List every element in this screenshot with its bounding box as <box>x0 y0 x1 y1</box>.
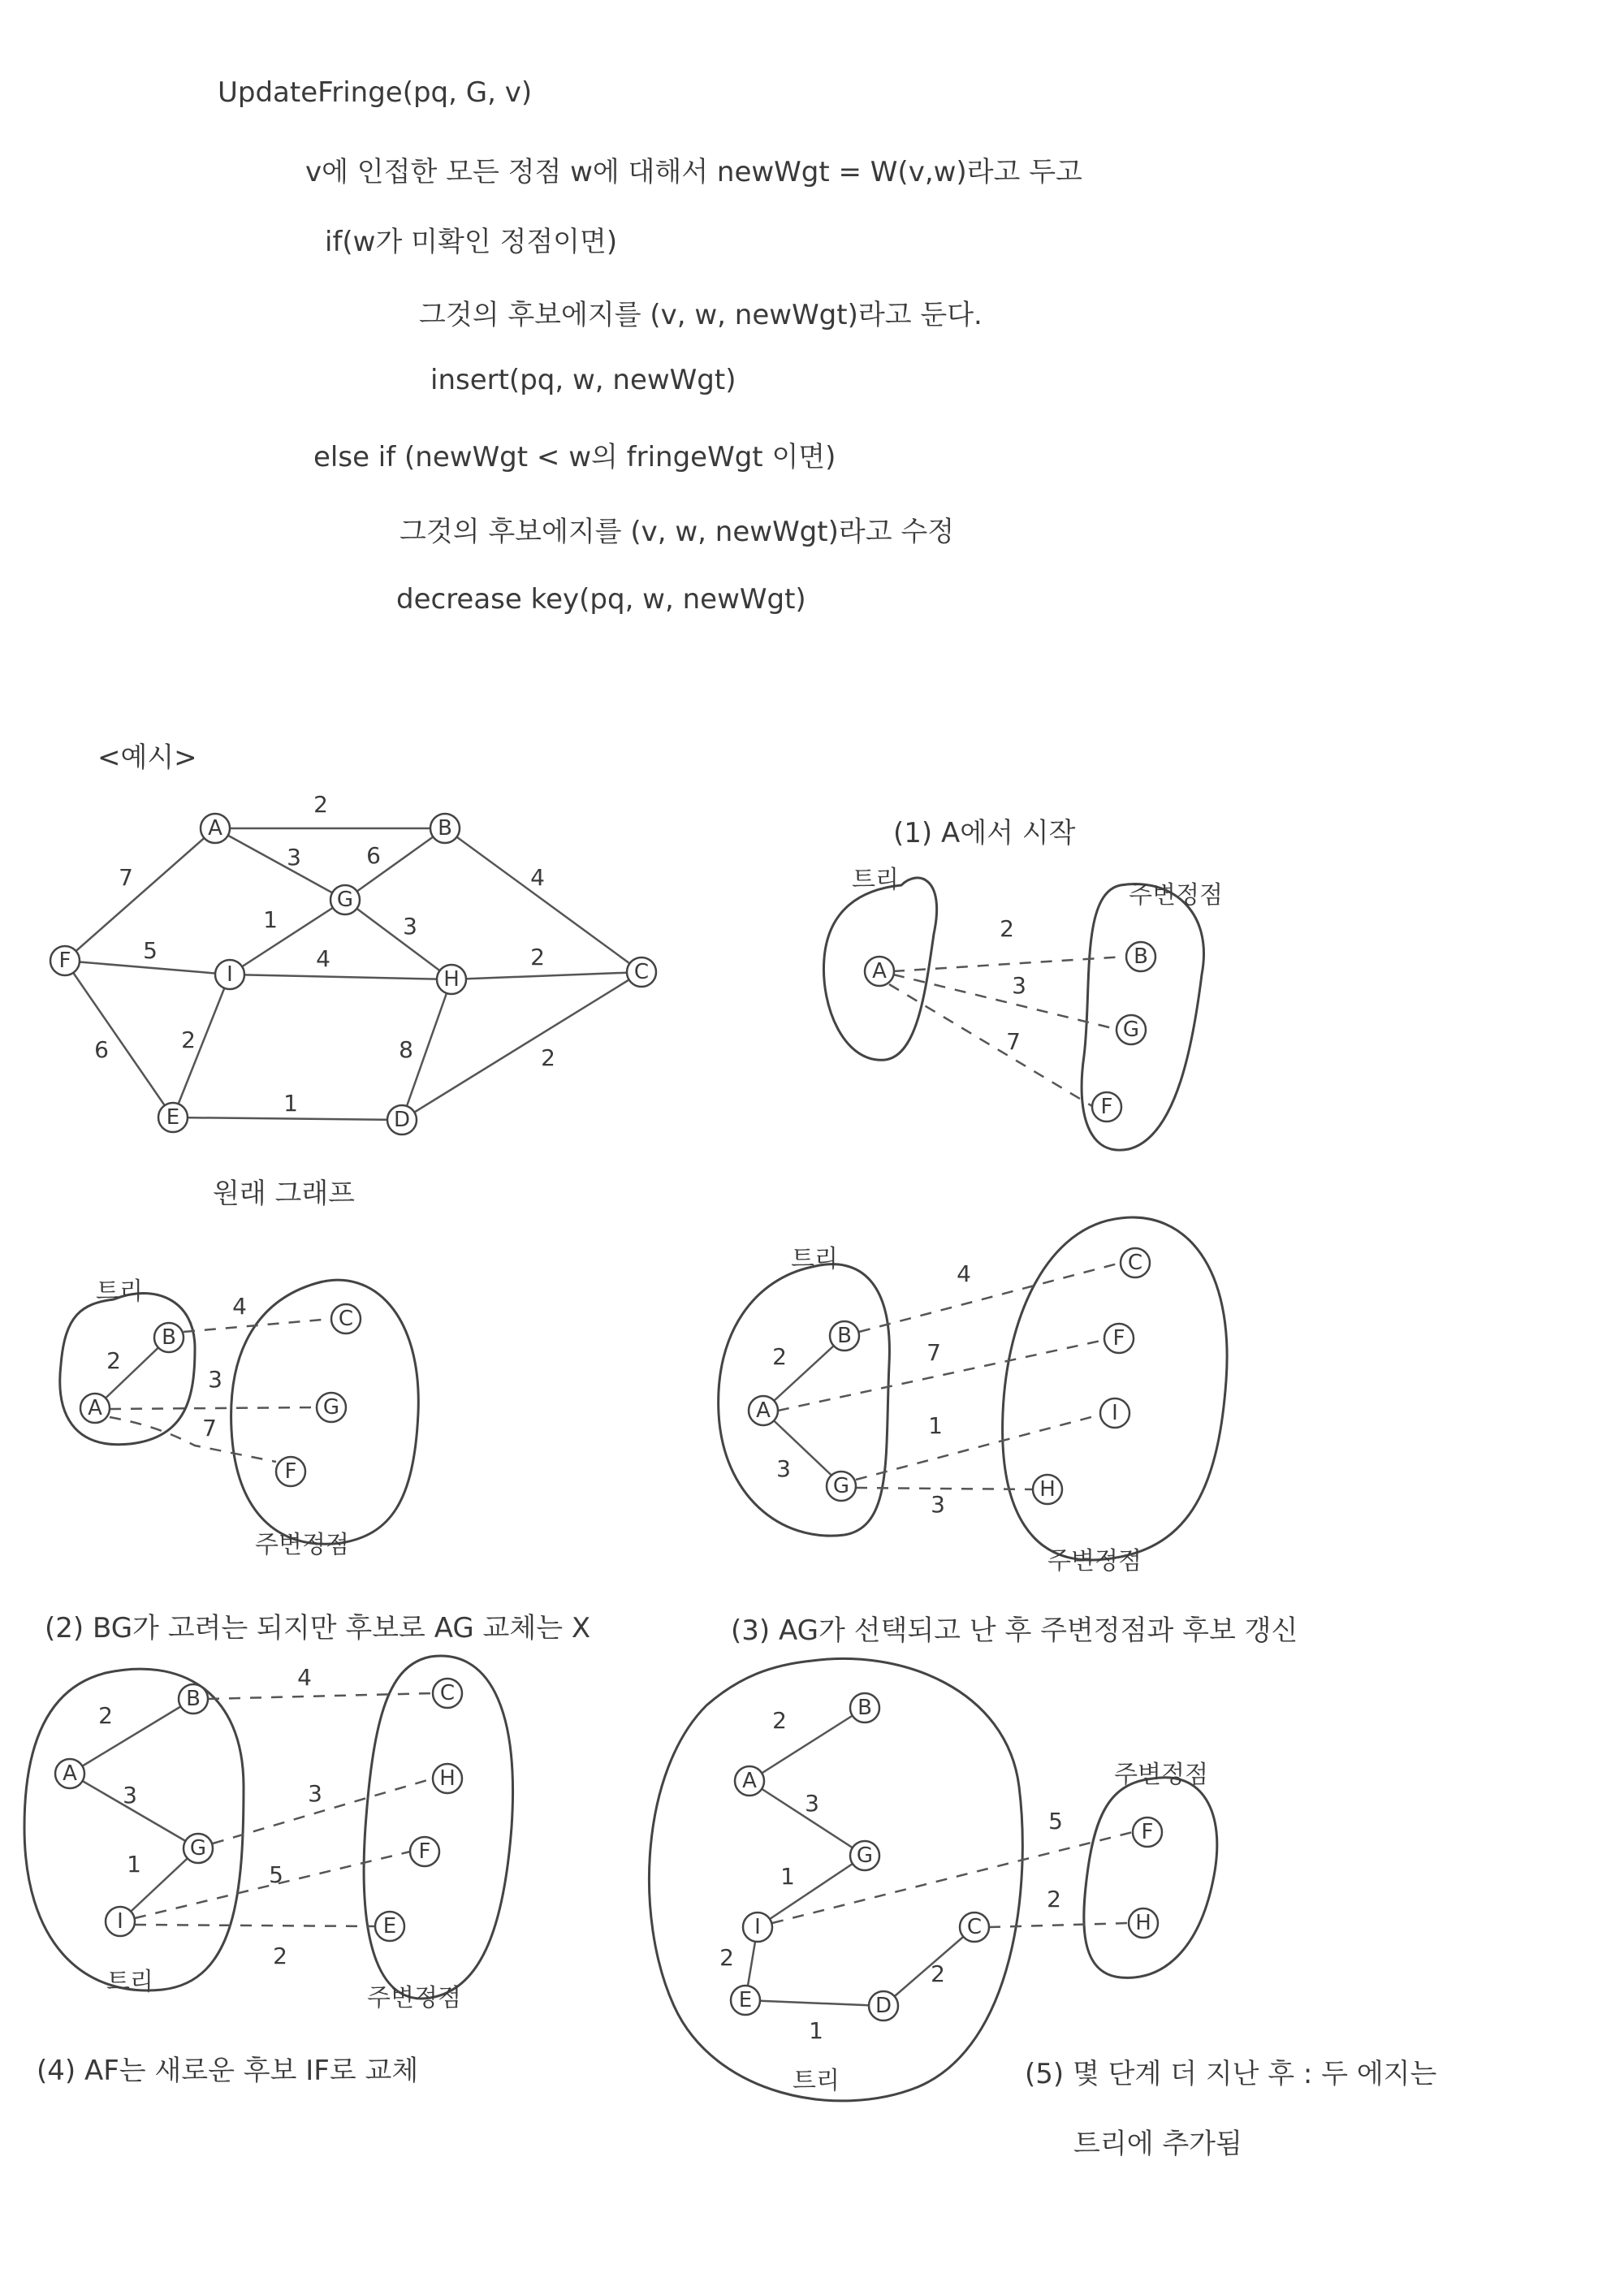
step3-weight-g-h: 3 <box>931 1491 945 1518</box>
weight-f-e: 6 <box>94 1036 109 1063</box>
original-graph <box>50 791 656 1135</box>
svg-text:F: F <box>1100 1095 1113 1119</box>
step3-weight-a-b: 2 <box>772 1343 787 1370</box>
step2-edge-a-g <box>110 1407 317 1409</box>
step5-node-e <box>731 1986 760 2015</box>
weight-g-i: 1 <box>263 906 278 933</box>
svg-text:C: C <box>1127 1251 1143 1275</box>
step2-node-g <box>317 1393 346 1422</box>
svg-text:D: D <box>875 1994 892 2018</box>
step5-edge-d-c <box>883 1927 974 2006</box>
step3-node-a <box>749 1396 778 1425</box>
step1-diagram <box>823 866 1223 1150</box>
weight-a-b: 2 <box>313 791 328 818</box>
step5-node-f <box>1133 1817 1162 1847</box>
step3-node-c <box>1121 1248 1150 1277</box>
edge-e-d <box>173 1117 402 1120</box>
step1-fringe-label: 주변정점 <box>1129 881 1223 910</box>
step5-weight-a-b: 2 <box>772 1707 787 1734</box>
svg-text:I: I <box>1112 1401 1118 1425</box>
step4-edge-a-b <box>70 1699 193 1774</box>
step4-weight-g-i: 1 <box>127 1851 141 1878</box>
step1-node-f <box>1092 1092 1121 1122</box>
weight-i-e: 2 <box>181 1026 196 1053</box>
step4-caption: (4) AF는 새로운 후보 IF로 교체 <box>37 2055 419 2087</box>
original-graph-caption: 원래 그래프 <box>213 1178 356 1210</box>
svg-text:C: C <box>966 1915 983 1939</box>
node-a <box>201 814 230 843</box>
svg-text:I: I <box>117 1909 123 1934</box>
step5-weight-i-e: 2 <box>719 1944 734 1971</box>
weight-a-f: 7 <box>119 864 133 891</box>
svg-text:H: H <box>1135 1911 1151 1935</box>
svg-text:B: B <box>857 1696 872 1720</box>
edge-a-g <box>215 828 345 900</box>
step5-weight-a-g: 3 <box>805 1790 819 1817</box>
edge-c-d <box>402 972 641 1120</box>
edge-f-e <box>65 961 173 1117</box>
step5-weight-e-d: 1 <box>809 2017 823 2044</box>
step3-weight-a-f: 7 <box>926 1339 941 1366</box>
svg-text:B: B <box>837 1324 852 1348</box>
svg-text:G: G <box>189 1836 207 1861</box>
svg-text:B: B <box>1134 944 1148 969</box>
step4-weight-g-h: 3 <box>308 1780 322 1807</box>
step4-edge-i-e <box>135 1925 375 1926</box>
step2-node-b <box>154 1323 184 1352</box>
svg-text:A: A <box>208 816 222 841</box>
step3-weight-g-i: 1 <box>928 1412 943 1439</box>
svg-text:C: C <box>439 1681 456 1705</box>
step4-node-a <box>55 1759 84 1788</box>
step4-tree-region <box>24 1669 244 1990</box>
step4-weight-i-e: 2 <box>273 1943 287 1969</box>
step2-node-a <box>80 1394 110 1423</box>
step3-node-g <box>827 1472 856 1501</box>
step1-node-b <box>1126 942 1155 971</box>
step1-node-g <box>1116 1015 1146 1044</box>
step5-node-g <box>850 1841 879 1870</box>
svg-text:G: G <box>832 1474 850 1498</box>
step1-edge-a-f <box>889 984 1092 1106</box>
step5-tree-label: 트리 <box>793 2067 840 2095</box>
edge-a-f <box>65 828 215 961</box>
step1-tree-label: 트리 <box>852 866 899 894</box>
step4-node-h <box>433 1764 462 1793</box>
weight-c-d: 2 <box>541 1044 555 1071</box>
step4-fringe-region <box>364 1656 512 1999</box>
step2-weight-a-g: 3 <box>208 1366 222 1393</box>
step3-edge-a-g <box>763 1411 841 1485</box>
step4-node-c <box>433 1679 462 1708</box>
edge-g-h <box>345 900 451 979</box>
step4-diagram <box>24 1656 513 2012</box>
step5-edge-g-i <box>758 1856 865 1927</box>
node-e <box>158 1103 188 1132</box>
step2-weight-b-c: 4 <box>232 1293 247 1320</box>
pseudo-line-4: 그것의 후보에지를 (v, w, newWgt)라고 둔다. <box>419 299 983 331</box>
step5-edge-a-b <box>749 1708 865 1781</box>
pseudo-line-3: if(w가 미확인 정점이면) <box>325 226 618 258</box>
pseudo-line-5: insert(pq, w, newWgt) <box>430 364 736 396</box>
node-f <box>50 946 80 975</box>
step5-node-h <box>1129 1908 1158 1938</box>
svg-text:A: A <box>756 1398 771 1423</box>
step2-tree-region <box>60 1294 195 1445</box>
step2-caption: (2) BG가 고려는 되지만 후보로 AG 교체는 X <box>45 1612 591 1645</box>
step4-fringe-label: 주변정점 <box>367 1984 461 2012</box>
step2-tree-label: 트리 <box>96 1277 143 1306</box>
svg-text:G: G <box>1122 1018 1140 1042</box>
example-label: <예시> <box>97 741 197 774</box>
step3-node-h <box>1033 1475 1062 1504</box>
svg-text:A: A <box>63 1761 77 1786</box>
step5-weight-i-f: 5 <box>1048 1808 1063 1835</box>
step3-fringe-region <box>1003 1217 1228 1560</box>
step2-weight-a-f: 7 <box>202 1415 217 1441</box>
step4-node-b <box>179 1684 208 1714</box>
step3-weight-b-c: 4 <box>957 1260 971 1287</box>
step3-diagram <box>719 1217 1227 1575</box>
weight-h-c: 2 <box>530 944 545 970</box>
step5-edge-i-f <box>772 1832 1133 1923</box>
svg-text:E: E <box>738 1988 753 2012</box>
step2-node-c <box>331 1304 361 1333</box>
weight-h-d: 8 <box>399 1036 413 1063</box>
weight-f-i: 5 <box>143 937 158 964</box>
step5-diagram <box>649 1658 1216 2101</box>
step4-node-e <box>375 1912 404 1941</box>
svg-text:F: F <box>1112 1326 1125 1351</box>
edge-b-g <box>345 828 445 900</box>
svg-text:C: C <box>633 960 650 984</box>
step4-edge-b-c <box>208 1693 433 1699</box>
node-c <box>627 957 656 987</box>
step5-fringe-label: 주변정점 <box>1114 1761 1208 1789</box>
weight-e-d: 1 <box>283 1090 298 1117</box>
svg-text:E: E <box>166 1105 180 1130</box>
step5-node-d <box>869 1991 898 2021</box>
step3-edge-a-f <box>778 1340 1104 1411</box>
svg-text:B: B <box>162 1325 176 1350</box>
svg-text:F: F <box>58 949 71 973</box>
step1-node-a <box>865 957 894 986</box>
step5-caption-line1: (5) 몇 단계 더 지난 후 : 두 에지는 <box>1025 2058 1437 2090</box>
pseudo-line-6: else if (newWgt < w의 fringeWgt 이면) <box>313 441 836 473</box>
step5-node-b <box>850 1693 879 1722</box>
node-d <box>387 1105 417 1135</box>
step2-weight-a-b: 2 <box>106 1347 121 1374</box>
svg-text:I: I <box>754 1915 761 1939</box>
step1-caption: (1) A에서 시작 <box>893 817 1076 849</box>
step5-node-i <box>743 1912 772 1942</box>
step3-node-i <box>1100 1398 1129 1428</box>
node-i <box>215 960 244 989</box>
svg-text:G: G <box>856 1843 874 1868</box>
step4-weight-a-b: 2 <box>98 1702 113 1729</box>
step5-tree-region <box>649 1658 1022 2101</box>
svg-text:F: F <box>284 1459 297 1484</box>
svg-text:G: G <box>322 1395 340 1420</box>
svg-text:F: F <box>1141 1820 1154 1844</box>
svg-text:G: G <box>336 888 354 912</box>
step5-node-a <box>735 1766 764 1796</box>
step3-tree-region <box>719 1264 890 1536</box>
step3-node-f <box>1104 1324 1134 1353</box>
step2-fringe-label: 주변정점 <box>255 1531 349 1559</box>
svg-text:F: F <box>418 1839 431 1864</box>
step4-node-f <box>410 1837 439 1866</box>
step4-node-g <box>184 1834 213 1863</box>
step2-node-f <box>276 1457 305 1486</box>
step3-tree-label: 트리 <box>791 1245 838 1273</box>
svg-text:A: A <box>88 1396 102 1420</box>
svg-text:B: B <box>186 1687 201 1711</box>
step3-weight-a-g: 3 <box>776 1455 791 1482</box>
node-h <box>437 965 466 994</box>
step1-weight-a-g: 3 <box>1012 972 1026 999</box>
step5-weight-c-h: 2 <box>1047 1886 1061 1912</box>
step3-edge-g-i <box>856 1415 1100 1480</box>
svg-text:C: C <box>338 1307 354 1331</box>
svg-text:H: H <box>439 1766 456 1791</box>
svg-text:H: H <box>443 967 460 992</box>
step3-edge-b-c <box>859 1263 1121 1332</box>
step3-node-b <box>830 1321 859 1351</box>
step5-caption-line2: 트리에 추가됨 <box>1073 2128 1242 2160</box>
svg-text:A: A <box>872 959 887 983</box>
svg-text:B: B <box>438 816 452 841</box>
weight-a-g: 3 <box>287 844 301 871</box>
pseudo-line-7: 그것의 후보에지를 (v, w, newWgt)라고 수정 <box>400 516 955 548</box>
step2-diagram <box>60 1277 419 1559</box>
svg-text:D: D <box>393 1108 411 1132</box>
step2-edge-a-f <box>110 1417 276 1462</box>
node-b <box>430 814 460 843</box>
svg-text:E: E <box>382 1914 397 1938</box>
step5-weight-g-i: 1 <box>780 1863 795 1890</box>
weight-b-g: 6 <box>366 842 381 869</box>
step5-edge-e-d <box>745 2000 883 2006</box>
step4-weight-a-g: 3 <box>123 1782 137 1809</box>
step4-weight-b-c: 4 <box>297 1664 312 1691</box>
pseudo-line-2: v에 인접한 모든 정점 w에 대해서 newWgt = W(v,w)라고 두고 <box>305 156 1082 188</box>
weight-i-h: 4 <box>316 945 330 972</box>
pseudo-line-1: UpdateFringe(pq, G, v) <box>218 76 533 109</box>
step5-fringe-region <box>1084 1778 1217 1978</box>
weight-b-c: 4 <box>530 864 545 891</box>
svg-text:H: H <box>1039 1477 1056 1502</box>
step4-weight-i-f: 5 <box>269 1861 283 1888</box>
step5-weight-d-c: 2 <box>931 1960 945 1987</box>
node-g <box>330 885 360 914</box>
svg-text:A: A <box>742 1769 757 1793</box>
step3-fringe-label: 주변정점 <box>1047 1547 1142 1575</box>
edge-i-h <box>230 975 451 979</box>
step5-edge-c-h <box>989 1923 1129 1927</box>
step1-weight-a-f: 7 <box>1006 1028 1021 1055</box>
step5-node-c <box>960 1912 989 1942</box>
svg-text:I: I <box>227 962 233 987</box>
step1-weight-a-b: 2 <box>1000 915 1014 942</box>
step4-tree-label: 트리 <box>106 1968 153 1996</box>
step3-caption: (3) AG가 선택되고 난 후 주변정점과 후보 갱신 <box>731 1614 1298 1647</box>
edge-h-c <box>451 972 641 979</box>
step4-edge-g-h <box>213 1779 433 1843</box>
pseudo-line-8: decrease key(pq, w, newWgt) <box>396 583 806 616</box>
step4-node-i <box>106 1907 135 1936</box>
weight-g-h: 3 <box>403 913 417 940</box>
